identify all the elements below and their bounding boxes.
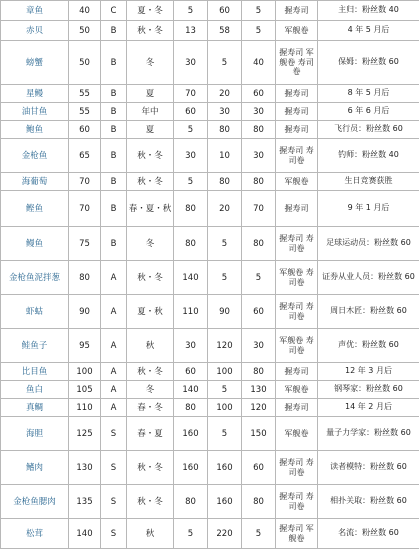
sushi-type-cell: 军舰卷 — [276, 21, 318, 41]
sushi-type-cell: 军舰卷 寿司卷 — [276, 329, 318, 363]
price-cell: 105 — [69, 381, 101, 399]
stat-3-cell: 80 — [242, 227, 276, 261]
stat-2-cell: 220 — [208, 519, 242, 549]
stat-3-cell: 120 — [242, 399, 276, 417]
stat-1-cell: 160 — [174, 451, 208, 485]
unlock-condition-cell: 名流：粉丝数 60 — [318, 519, 419, 549]
price-cell: 40 — [69, 1, 101, 21]
season-cell: 秋・冬 — [127, 261, 174, 295]
stat-3-cell: 80 — [242, 363, 276, 381]
ingredient-name-cell: 鲣鱼 — [1, 191, 69, 227]
table-row — [1, 41, 419, 85]
sushi-type-cell: 军舰卷 寿司卷 — [276, 261, 318, 295]
ingredient-name-cell: 金枪鱼 — [1, 139, 69, 173]
unlock-condition-cell: 声优：粉丝数 60 — [318, 329, 419, 363]
stat-3-cell: 60 — [242, 451, 276, 485]
grade-cell: B — [101, 121, 127, 139]
stat-2-cell: 10 — [208, 139, 242, 173]
stat-2-cell: 160 — [208, 485, 242, 519]
stat-3-cell: 70 — [242, 191, 276, 227]
stat-2-cell: 5 — [208, 381, 242, 399]
sushi-type-cell: 握寿司 — [276, 103, 318, 121]
stat-1-cell: 5 — [174, 1, 208, 21]
season-cell: 夏 — [127, 85, 174, 103]
ingredient-name-cell: 油甘鱼 — [1, 103, 69, 121]
ingredient-name-cell: 鳍肉 — [1, 451, 69, 485]
grade-cell: B — [101, 173, 127, 191]
stat-2-cell: 30 — [208, 103, 242, 121]
season-cell: 秋 — [127, 329, 174, 363]
price-cell: 60 — [69, 121, 101, 139]
sushi-type-cell: 握寿司 — [276, 191, 318, 227]
stat-3-cell: 5 — [242, 261, 276, 295]
grade-cell: A — [101, 295, 127, 329]
grade-cell: A — [101, 329, 127, 363]
unlock-condition-cell: 8 年 5 月后 — [318, 85, 419, 103]
sushi-type-cell: 握寿司 寿司卷 — [276, 295, 318, 329]
unlock-condition-cell: 主归：粉丝数 40 — [318, 1, 419, 21]
stat-1-cell: 30 — [174, 329, 208, 363]
stat-2-cell: 100 — [208, 363, 242, 381]
stat-3-cell: 5 — [242, 21, 276, 41]
unlock-condition-cell: 6 年 6 月后 — [318, 103, 419, 121]
price-cell: 140 — [69, 519, 101, 549]
stat-3-cell: 30 — [242, 139, 276, 173]
season-cell: 春・夏 — [127, 417, 174, 451]
stat-3-cell: 80 — [242, 121, 276, 139]
stat-1-cell: 5 — [174, 173, 208, 191]
table-row — [1, 417, 419, 451]
season-cell: 秋・冬 — [127, 451, 174, 485]
stat-2-cell: 5 — [208, 41, 242, 85]
stat-3-cell: 30 — [242, 329, 276, 363]
sushi-type-cell: 握寿司 军舰卷 — [276, 519, 318, 549]
table-row — [1, 21, 419, 41]
table-row — [1, 139, 419, 173]
unlock-condition-cell: 钢琴家：粉丝数 60 — [318, 381, 419, 399]
ingredient-name-cell: 鳗鱼 — [1, 227, 69, 261]
grade-cell: A — [101, 261, 127, 295]
stat-3-cell: 5 — [242, 519, 276, 549]
table-row — [1, 451, 419, 485]
grade-cell: S — [101, 485, 127, 519]
grade-cell: B — [101, 85, 127, 103]
price-cell: 100 — [69, 363, 101, 381]
ingredient-name-cell: 鲍鱼 — [1, 121, 69, 139]
stat-2-cell: 20 — [208, 85, 242, 103]
unlock-condition-cell: 相扑关取：粉丝数 60 — [318, 485, 419, 519]
stat-1-cell: 5 — [174, 519, 208, 549]
stat-1-cell: 30 — [174, 41, 208, 85]
table-row — [1, 103, 419, 121]
grade-cell: A — [101, 381, 127, 399]
ingredient-name-cell: 章鱼 — [1, 1, 69, 21]
sushi-type-cell: 军舰卷 — [276, 381, 318, 399]
table-row — [1, 381, 419, 399]
unlock-condition-cell: 周日木匠：粉丝数 60 — [318, 295, 419, 329]
table-row — [1, 85, 419, 103]
stat-2-cell: 5 — [208, 227, 242, 261]
grade-cell: B — [101, 191, 127, 227]
table-row — [1, 485, 419, 519]
stat-3-cell: 60 — [242, 85, 276, 103]
grade-cell: B — [101, 41, 127, 85]
grade-cell: C — [101, 1, 127, 21]
unlock-condition-cell: 生日竞赛获胜 — [318, 173, 419, 191]
stat-2-cell: 60 — [208, 1, 242, 21]
stat-3-cell: 40 — [242, 41, 276, 85]
table-row — [1, 121, 419, 139]
table-row — [1, 1, 419, 21]
price-cell: 125 — [69, 417, 101, 451]
unlock-condition-cell: 量子力学家：粉丝数 60 — [318, 417, 419, 451]
sushi-type-cell: 军舰卷 — [276, 417, 318, 451]
sushi-type-cell: 握寿司 — [276, 121, 318, 139]
price-cell: 135 — [69, 485, 101, 519]
season-cell: 秋・冬 — [127, 485, 174, 519]
table-row — [1, 329, 419, 363]
price-cell: 55 — [69, 103, 101, 121]
price-cell: 50 — [69, 41, 101, 85]
ingredient-name-cell: 鱼白 — [1, 381, 69, 399]
stat-3-cell: 150 — [242, 417, 276, 451]
season-cell: 冬 — [127, 227, 174, 261]
table-row — [1, 399, 419, 417]
unlock-condition-cell: 飞行员：粉丝数 60 — [318, 121, 419, 139]
sushi-type-cell: 握寿司 — [276, 363, 318, 381]
stat-3-cell: 5 — [242, 1, 276, 21]
stat-3-cell: 80 — [242, 173, 276, 191]
unlock-condition-cell: 12 年 3 月后 — [318, 363, 419, 381]
season-cell: 春・冬 — [127, 399, 174, 417]
season-cell: 夏・冬 — [127, 1, 174, 21]
ingredient-name-cell: 金枪鱼泥拌葱 — [1, 261, 69, 295]
grade-cell: B — [101, 227, 127, 261]
price-cell: 50 — [69, 21, 101, 41]
grade-cell: B — [101, 139, 127, 173]
grade-cell: S — [101, 519, 127, 549]
grade-cell: A — [101, 399, 127, 417]
season-cell: 秋・冬 — [127, 173, 174, 191]
price-cell: 55 — [69, 85, 101, 103]
unlock-condition-cell: 9 年 1 月后 — [318, 191, 419, 227]
stat-1-cell: 140 — [174, 261, 208, 295]
stat-1-cell: 80 — [174, 485, 208, 519]
ingredient-name-cell: 赤贝 — [1, 21, 69, 41]
sushi-type-cell: 军舰卷 — [276, 173, 318, 191]
table-row — [1, 363, 419, 381]
stat-1-cell: 13 — [174, 21, 208, 41]
ingredient-name-cell: 比目鱼 — [1, 363, 69, 381]
table-row — [1, 295, 419, 329]
table-row — [1, 519, 419, 549]
ingredient-name-cell: 虾蛄 — [1, 295, 69, 329]
unlock-condition-cell: 4 年 5 月后 — [318, 21, 419, 41]
unlock-condition-cell: 足球运动员：粉丝数 60 — [318, 227, 419, 261]
price-cell: 95 — [69, 329, 101, 363]
price-cell: 90 — [69, 295, 101, 329]
sushi-type-cell: 握寿司 寿司卷 — [276, 485, 318, 519]
table-row — [1, 227, 419, 261]
stat-2-cell: 20 — [208, 191, 242, 227]
stat-1-cell: 60 — [174, 363, 208, 381]
grade-cell: B — [101, 103, 127, 121]
season-cell: 秋・冬 — [127, 139, 174, 173]
ingredient-name-cell: 鲑鱼子 — [1, 329, 69, 363]
stat-2-cell: 5 — [208, 261, 242, 295]
grade-cell: A — [101, 363, 127, 381]
table-row — [1, 173, 419, 191]
sushi-type-cell: 握寿司 寿司卷 — [276, 227, 318, 261]
stat-3-cell: 80 — [242, 485, 276, 519]
sushi-type-cell: 握寿司 — [276, 1, 318, 21]
grade-cell: B — [101, 21, 127, 41]
price-cell: 130 — [69, 451, 101, 485]
season-cell: 秋・冬 — [127, 363, 174, 381]
stat-3-cell: 60 — [242, 295, 276, 329]
stat-2-cell: 90 — [208, 295, 242, 329]
stat-1-cell: 80 — [174, 227, 208, 261]
stat-1-cell: 30 — [174, 139, 208, 173]
sushi-type-cell: 握寿司 军舰卷 寿司卷 — [276, 41, 318, 85]
grade-cell: S — [101, 417, 127, 451]
unlock-condition-cell: 保姆：粉丝数 60 — [318, 41, 419, 85]
stat-2-cell: 80 — [208, 173, 242, 191]
ingredient-name-cell: 真鲷 — [1, 399, 69, 417]
stat-1-cell: 5 — [174, 121, 208, 139]
table-row — [1, 191, 419, 227]
table-body — [1, 1, 419, 549]
unlock-condition-cell: 钓师：粉丝数 40 — [318, 139, 419, 173]
stat-2-cell: 100 — [208, 399, 242, 417]
stat-2-cell: 80 — [208, 121, 242, 139]
price-cell: 65 — [69, 139, 101, 173]
season-cell: 秋・冬 — [127, 21, 174, 41]
stat-3-cell: 30 — [242, 103, 276, 121]
season-cell: 年中 — [127, 103, 174, 121]
stat-3-cell: 130 — [242, 381, 276, 399]
stat-1-cell: 60 — [174, 103, 208, 121]
price-cell: 70 — [69, 173, 101, 191]
stat-2-cell: 160 — [208, 451, 242, 485]
stat-1-cell: 70 — [174, 85, 208, 103]
table-row — [1, 261, 419, 295]
price-cell: 110 — [69, 399, 101, 417]
sushi-type-cell: 握寿司 — [276, 399, 318, 417]
price-cell: 75 — [69, 227, 101, 261]
stat-1-cell: 140 — [174, 381, 208, 399]
ingredient-name-cell: 螃蟹 — [1, 41, 69, 85]
stat-1-cell: 160 — [174, 417, 208, 451]
unlock-condition-cell: 读者模特：粉丝数 60 — [318, 451, 419, 485]
sushi-type-cell: 握寿司 寿司卷 — [276, 451, 318, 485]
grade-cell: S — [101, 451, 127, 485]
ingredient-name-cell: 海葡萄 — [1, 173, 69, 191]
season-cell: 春・夏・秋 — [127, 191, 174, 227]
ingredient-name-cell: 金枪鱼腮肉 — [1, 485, 69, 519]
stat-1-cell: 110 — [174, 295, 208, 329]
stat-1-cell: 80 — [174, 191, 208, 227]
unlock-condition-cell: 证券从业人员：粉丝数 60 — [318, 261, 419, 295]
unlock-condition-cell: 14 年 2 月后 — [318, 399, 419, 417]
price-cell: 70 — [69, 191, 101, 227]
sushi-type-cell: 握寿司 — [276, 85, 318, 103]
ingredient-name-cell: 星鳗 — [1, 85, 69, 103]
sushi-type-cell: 握寿司 寿司卷 — [276, 139, 318, 173]
season-cell: 冬 — [127, 41, 174, 85]
stat-1-cell: 80 — [174, 399, 208, 417]
season-cell: 冬 — [127, 381, 174, 399]
stat-2-cell: 58 — [208, 21, 242, 41]
season-cell: 秋 — [127, 519, 174, 549]
ingredient-name-cell: 海胆 — [1, 417, 69, 451]
ingredient-name-cell: 松茸 — [1, 519, 69, 549]
stat-2-cell: 5 — [208, 417, 242, 451]
season-cell: 夏・秋 — [127, 295, 174, 329]
stat-2-cell: 120 — [208, 329, 242, 363]
season-cell: 夏 — [127, 121, 174, 139]
price-cell: 80 — [69, 261, 101, 295]
